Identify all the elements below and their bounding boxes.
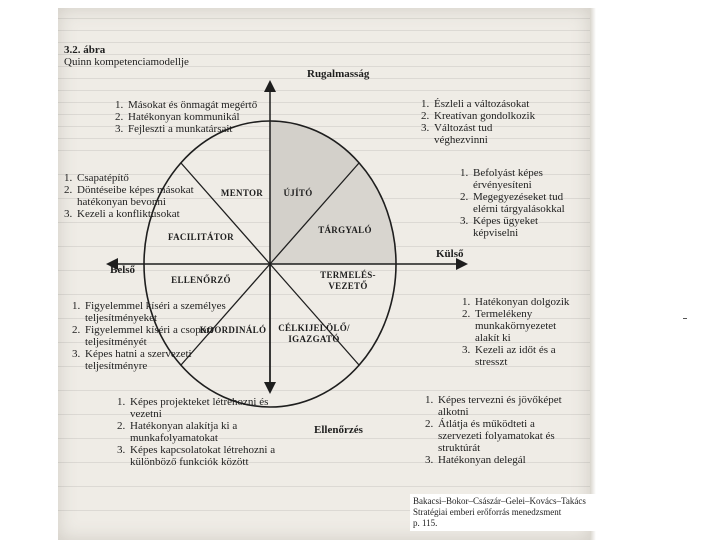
list-item	[117, 444, 277, 468]
item-number: 2.	[64, 184, 73, 196]
item-text: Hatékonyan dolgozik	[475, 296, 570, 308]
list-item	[462, 296, 582, 308]
credit-authors: Bakacsi–Bokor–Császár–Gelei–Kovács–Takács	[413, 496, 586, 506]
role-coordinator: KOORDINÁLÓ	[199, 325, 267, 335]
axis-label-right: Külső	[436, 248, 464, 260]
list-item	[115, 123, 305, 135]
list-item	[64, 172, 196, 184]
item-number: 3.	[462, 344, 471, 356]
role-broker: TÁRGYALÓ	[318, 225, 372, 235]
role-producer: TERMELÉS- VEZETŐ	[320, 270, 376, 291]
list-item	[421, 122, 546, 146]
item-text: Képes kapcsolatokat létrehozni a különböző funkciók között	[130, 444, 276, 468]
item-text: Képes hatni a szervezeti teljesítményre	[85, 348, 192, 372]
item-number: 2.	[462, 308, 471, 320]
item-text: Hatékonyan alakítja ki a munkafolyamatokat	[130, 420, 238, 444]
item-number: 1.	[72, 300, 81, 312]
figure-title: Quinn kompetenciamodellje	[64, 56, 189, 68]
axis-label-left: Belső	[110, 264, 136, 276]
list-item	[64, 208, 196, 220]
item-text: Kezeli az időt és a stresszt	[475, 344, 556, 368]
item-number: 3.	[115, 123, 124, 135]
item-number: 3.	[425, 454, 434, 466]
item-number: 2.	[115, 111, 124, 123]
item-number: 2.	[460, 191, 469, 203]
list-item	[421, 110, 546, 122]
item-number: 3.	[72, 348, 81, 360]
competencies-monitor	[72, 300, 232, 372]
list-item	[462, 308, 582, 344]
list-item	[421, 98, 546, 110]
item-number: 1.	[462, 296, 471, 308]
credit-page: p. 115.	[413, 518, 438, 528]
competencies-mentor	[115, 99, 305, 135]
item-text: Másokat és önmagát megértő	[128, 99, 258, 111]
role-director: CÉLKIJELÖLŐ/ IGAZGATÓ	[278, 323, 350, 344]
item-number: 3.	[64, 208, 73, 220]
item-text: Megegyezéseket tud elérni tárgyalásokkal	[473, 191, 565, 215]
list-item	[425, 454, 575, 466]
item-text: Észleli a változásokat	[434, 98, 530, 110]
item-text: Figyelemmel kíséri a csoport teljesítményét	[85, 324, 213, 348]
competencies-facilitator	[64, 172, 196, 220]
item-number: 2.	[425, 418, 434, 430]
item-text: Csapatépítő	[77, 172, 129, 184]
item-text: Hatékonyan delegál	[438, 454, 526, 466]
role-mentor: MENTOR	[220, 188, 264, 198]
list-item	[115, 99, 305, 111]
figure-label: 3.2. ábra	[64, 44, 106, 56]
role-monitor: ELLENŐRZŐ	[171, 275, 231, 285]
item-number: 1.	[64, 172, 73, 184]
item-number: 1.	[115, 99, 124, 111]
item-text: Termelékeny munkakörnyezetet alakít ki	[475, 308, 557, 344]
role-facilitator: FACILITÁTOR	[168, 232, 234, 242]
role-innovator: ÚJÍTÓ	[283, 188, 313, 198]
list-item	[115, 111, 305, 123]
competencies-coordinator	[117, 396, 277, 468]
list-item	[425, 394, 575, 418]
list-item	[460, 167, 580, 191]
item-text: Átlátja és működteti a szervezeti folyamatokat és struktúrát	[438, 418, 555, 454]
list-item	[72, 324, 232, 348]
competencies-broker	[460, 167, 580, 239]
list-item	[462, 344, 582, 368]
item-text: Képes projekteket létrehozni és vezetni	[130, 396, 269, 420]
item-number: 1.	[460, 167, 469, 179]
list-item	[72, 348, 232, 372]
item-text: Fejleszti a munkatársait	[128, 123, 233, 135]
axis-label-top: Rugalmasság	[307, 68, 370, 80]
item-number: 2.	[421, 110, 430, 122]
item-number: 2.	[117, 420, 126, 432]
list-item	[117, 396, 277, 420]
credit-title: Stratégiai emberi erőforrás menedzsment	[413, 507, 562, 517]
item-number: 1.	[117, 396, 126, 408]
list-item	[64, 184, 196, 208]
item-text: Kezeli a konfliktusokat	[77, 208, 180, 220]
item-text: Változást tud véghezvinni	[434, 122, 493, 146]
item-number: 3.	[460, 215, 469, 227]
item-number: 3.	[117, 444, 126, 456]
competencies-director	[425, 394, 575, 466]
item-number: 2.	[72, 324, 81, 336]
competencies-producer	[462, 296, 582, 368]
competencies-innovator	[421, 98, 546, 146]
list-item	[425, 418, 575, 454]
item-number: 1.	[421, 98, 430, 110]
list-item	[72, 300, 232, 324]
item-number: 3.	[421, 122, 430, 134]
list-item	[117, 420, 277, 444]
axis-label-bottom: Ellenőrzés	[314, 424, 363, 436]
item-number: 1.	[425, 394, 434, 406]
item-text: Hatékonyan kommunikál	[128, 111, 240, 123]
item-text: Befolyást képes érvényesíteni	[473, 167, 543, 191]
item-text: Képes tervezni és jövőképet alkotni	[438, 394, 562, 418]
list-item	[460, 191, 580, 215]
list-item	[460, 215, 580, 239]
item-text: Figyelemmel kíséri a személyes teljesítményeket	[85, 300, 226, 324]
item-text: Döntéseibe képes másokat hatékonyan bevonni	[77, 184, 194, 208]
item-text: Kreatívan gondolkozik	[434, 110, 536, 122]
source-credit	[410, 494, 596, 531]
item-text: Képes ügyeket képviselni	[473, 215, 539, 239]
